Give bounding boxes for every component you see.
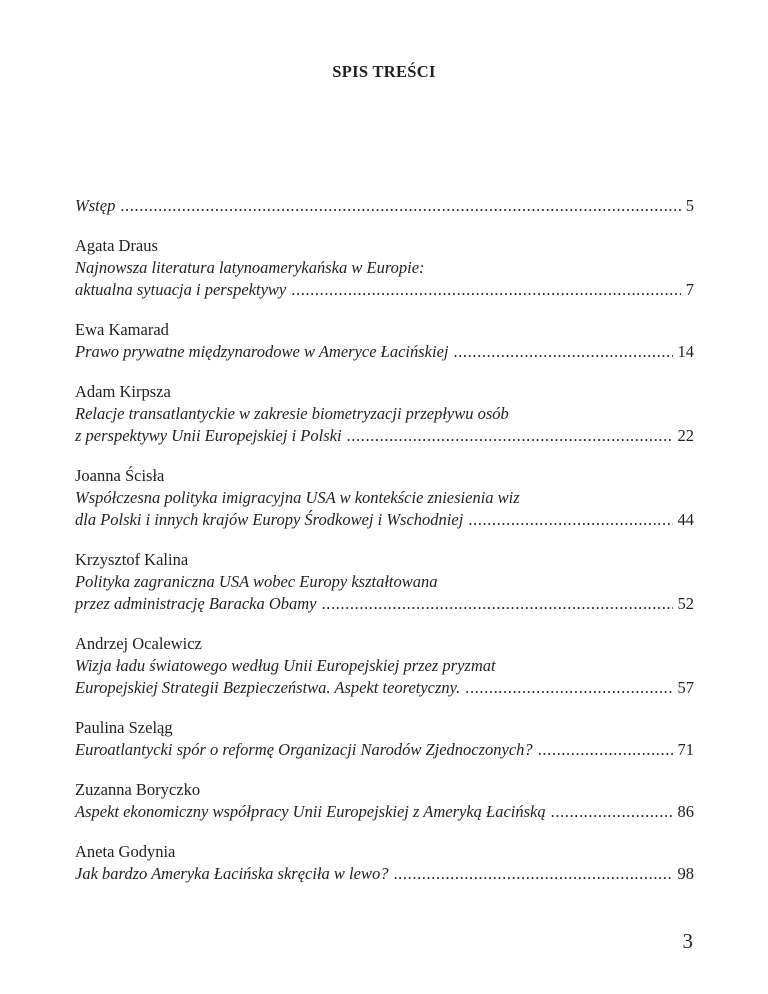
dot-leader — [468, 509, 672, 531]
dot-leader — [393, 863, 672, 885]
toc-entry-title-line — [75, 677, 694, 699]
toc-entry-title: dla Polski i innych krajów Europy Środkowej i Wschodniej — [75, 510, 464, 529]
toc-entry-page: 44 — [677, 510, 694, 529]
toc-entry-title: aktualna sytuacja i perspektywy — [75, 280, 287, 299]
toc-entry-page: 52 — [677, 594, 694, 613]
dot-leader — [538, 739, 673, 761]
toc-entry-title-line — [75, 341, 694, 363]
toc-entry-title-line — [75, 593, 694, 615]
toc-entry-title: Polityka zagraniczna USA wobec Europy kształtowana — [75, 572, 438, 591]
table-of-contents — [75, 195, 694, 885]
toc-entry-title-line — [75, 425, 694, 447]
toc-entry-author: Agata Draus — [75, 236, 158, 255]
toc-entry — [75, 319, 694, 363]
toc-entry-title: z perspektywy Unii Europejskiej i Polski — [75, 426, 342, 445]
toc-entry-title-line — [75, 195, 694, 217]
toc-entry-title-line — [75, 509, 694, 531]
dot-leader — [551, 801, 673, 823]
toc-entry-author: Zuzanna Boryczko — [75, 780, 201, 799]
toc-entry-author: Andrzej Ocalewicz — [75, 634, 202, 653]
toc-entry-title-line — [75, 739, 694, 761]
dot-leader — [291, 279, 681, 301]
toc-entry — [75, 779, 694, 823]
toc-entry-title: Euroatlantycki spór o reformę Organizacji Narodów Zjednoczonych? — [75, 740, 533, 759]
toc-entry — [75, 465, 694, 531]
toc-entry-author: Joanna Ścisła — [75, 466, 165, 485]
dot-leader — [453, 341, 672, 363]
toc-entry-page: 7 — [685, 280, 694, 299]
toc-entry-title: Europejskiej Strategii Bezpieczeństwa. Aspekt teoretyczny. — [75, 678, 461, 697]
toc-entry — [75, 381, 694, 447]
toc-entry-title-line — [75, 571, 694, 593]
toc-entry-title: Aspekt ekonomiczny współpracy Unii Europejskiej z Ameryką Łacińską — [75, 802, 546, 821]
toc-entry-page: 14 — [677, 342, 694, 361]
toc-entry-page: 86 — [677, 802, 694, 821]
toc-entry-title: Relacje transatlantyckie w zakresie biometryzacji przepływu osób — [75, 404, 509, 423]
toc-entry-title: Najnowsza literatura latynoamerykańska w Europie: — [75, 258, 425, 277]
toc-entry-author: Ewa Kamarad — [75, 320, 169, 339]
page-title: SPIS TREŚCI — [332, 62, 436, 81]
toc-entry-title-line — [75, 801, 694, 823]
toc-entry-title: przez administrację Baracka Obamy — [75, 594, 317, 613]
toc-entry-title-line — [75, 257, 694, 279]
toc-entry-page: 98 — [677, 864, 694, 883]
toc-entry-title: Prawo prywatne międzynarodowe w Ameryce Łacińskiej — [75, 342, 449, 361]
toc-entry-author: Krzysztof Kalina — [75, 550, 189, 569]
toc-entry-title-line — [75, 487, 694, 509]
toc-entry-author: Adam Kirpsza — [75, 382, 171, 401]
toc-entry-author: Aneta Godynia — [75, 842, 176, 861]
page-number: 3 — [682, 929, 693, 953]
toc-entry-page: 22 — [677, 426, 694, 445]
dot-leader — [347, 425, 673, 447]
dot-leader — [120, 195, 680, 217]
toc-entry-title: Wizja ładu światowego według Unii Europejskiej przez pryzmat — [75, 656, 496, 675]
toc-entry-page: 71 — [677, 740, 694, 759]
toc-entry — [75, 235, 694, 301]
toc-entry-page: 57 — [677, 678, 694, 697]
toc-entry-title-line — [75, 863, 694, 885]
toc-entry-title-line — [75, 403, 694, 425]
toc-entry-title: Wstęp — [75, 196, 116, 215]
toc-entry-page: 5 — [685, 196, 694, 215]
toc-entry — [75, 633, 694, 699]
dot-leader — [465, 677, 672, 699]
toc-entry-author: Paulina Szeląg — [75, 718, 173, 737]
dot-leader — [322, 593, 673, 615]
toc-entry — [75, 841, 694, 885]
toc-entry — [75, 195, 694, 217]
toc-entry — [75, 717, 694, 761]
toc-entry — [75, 549, 694, 615]
toc-entry-title: Współczesna polityka imigracyjna USA w kontekście zniesienia wiz — [75, 488, 520, 507]
toc-entry-title: Jak bardzo Ameryka Łacińska skręciła w lewo? — [75, 864, 389, 883]
toc-entry-title-line — [75, 279, 694, 301]
toc-entry-title-line — [75, 655, 694, 677]
